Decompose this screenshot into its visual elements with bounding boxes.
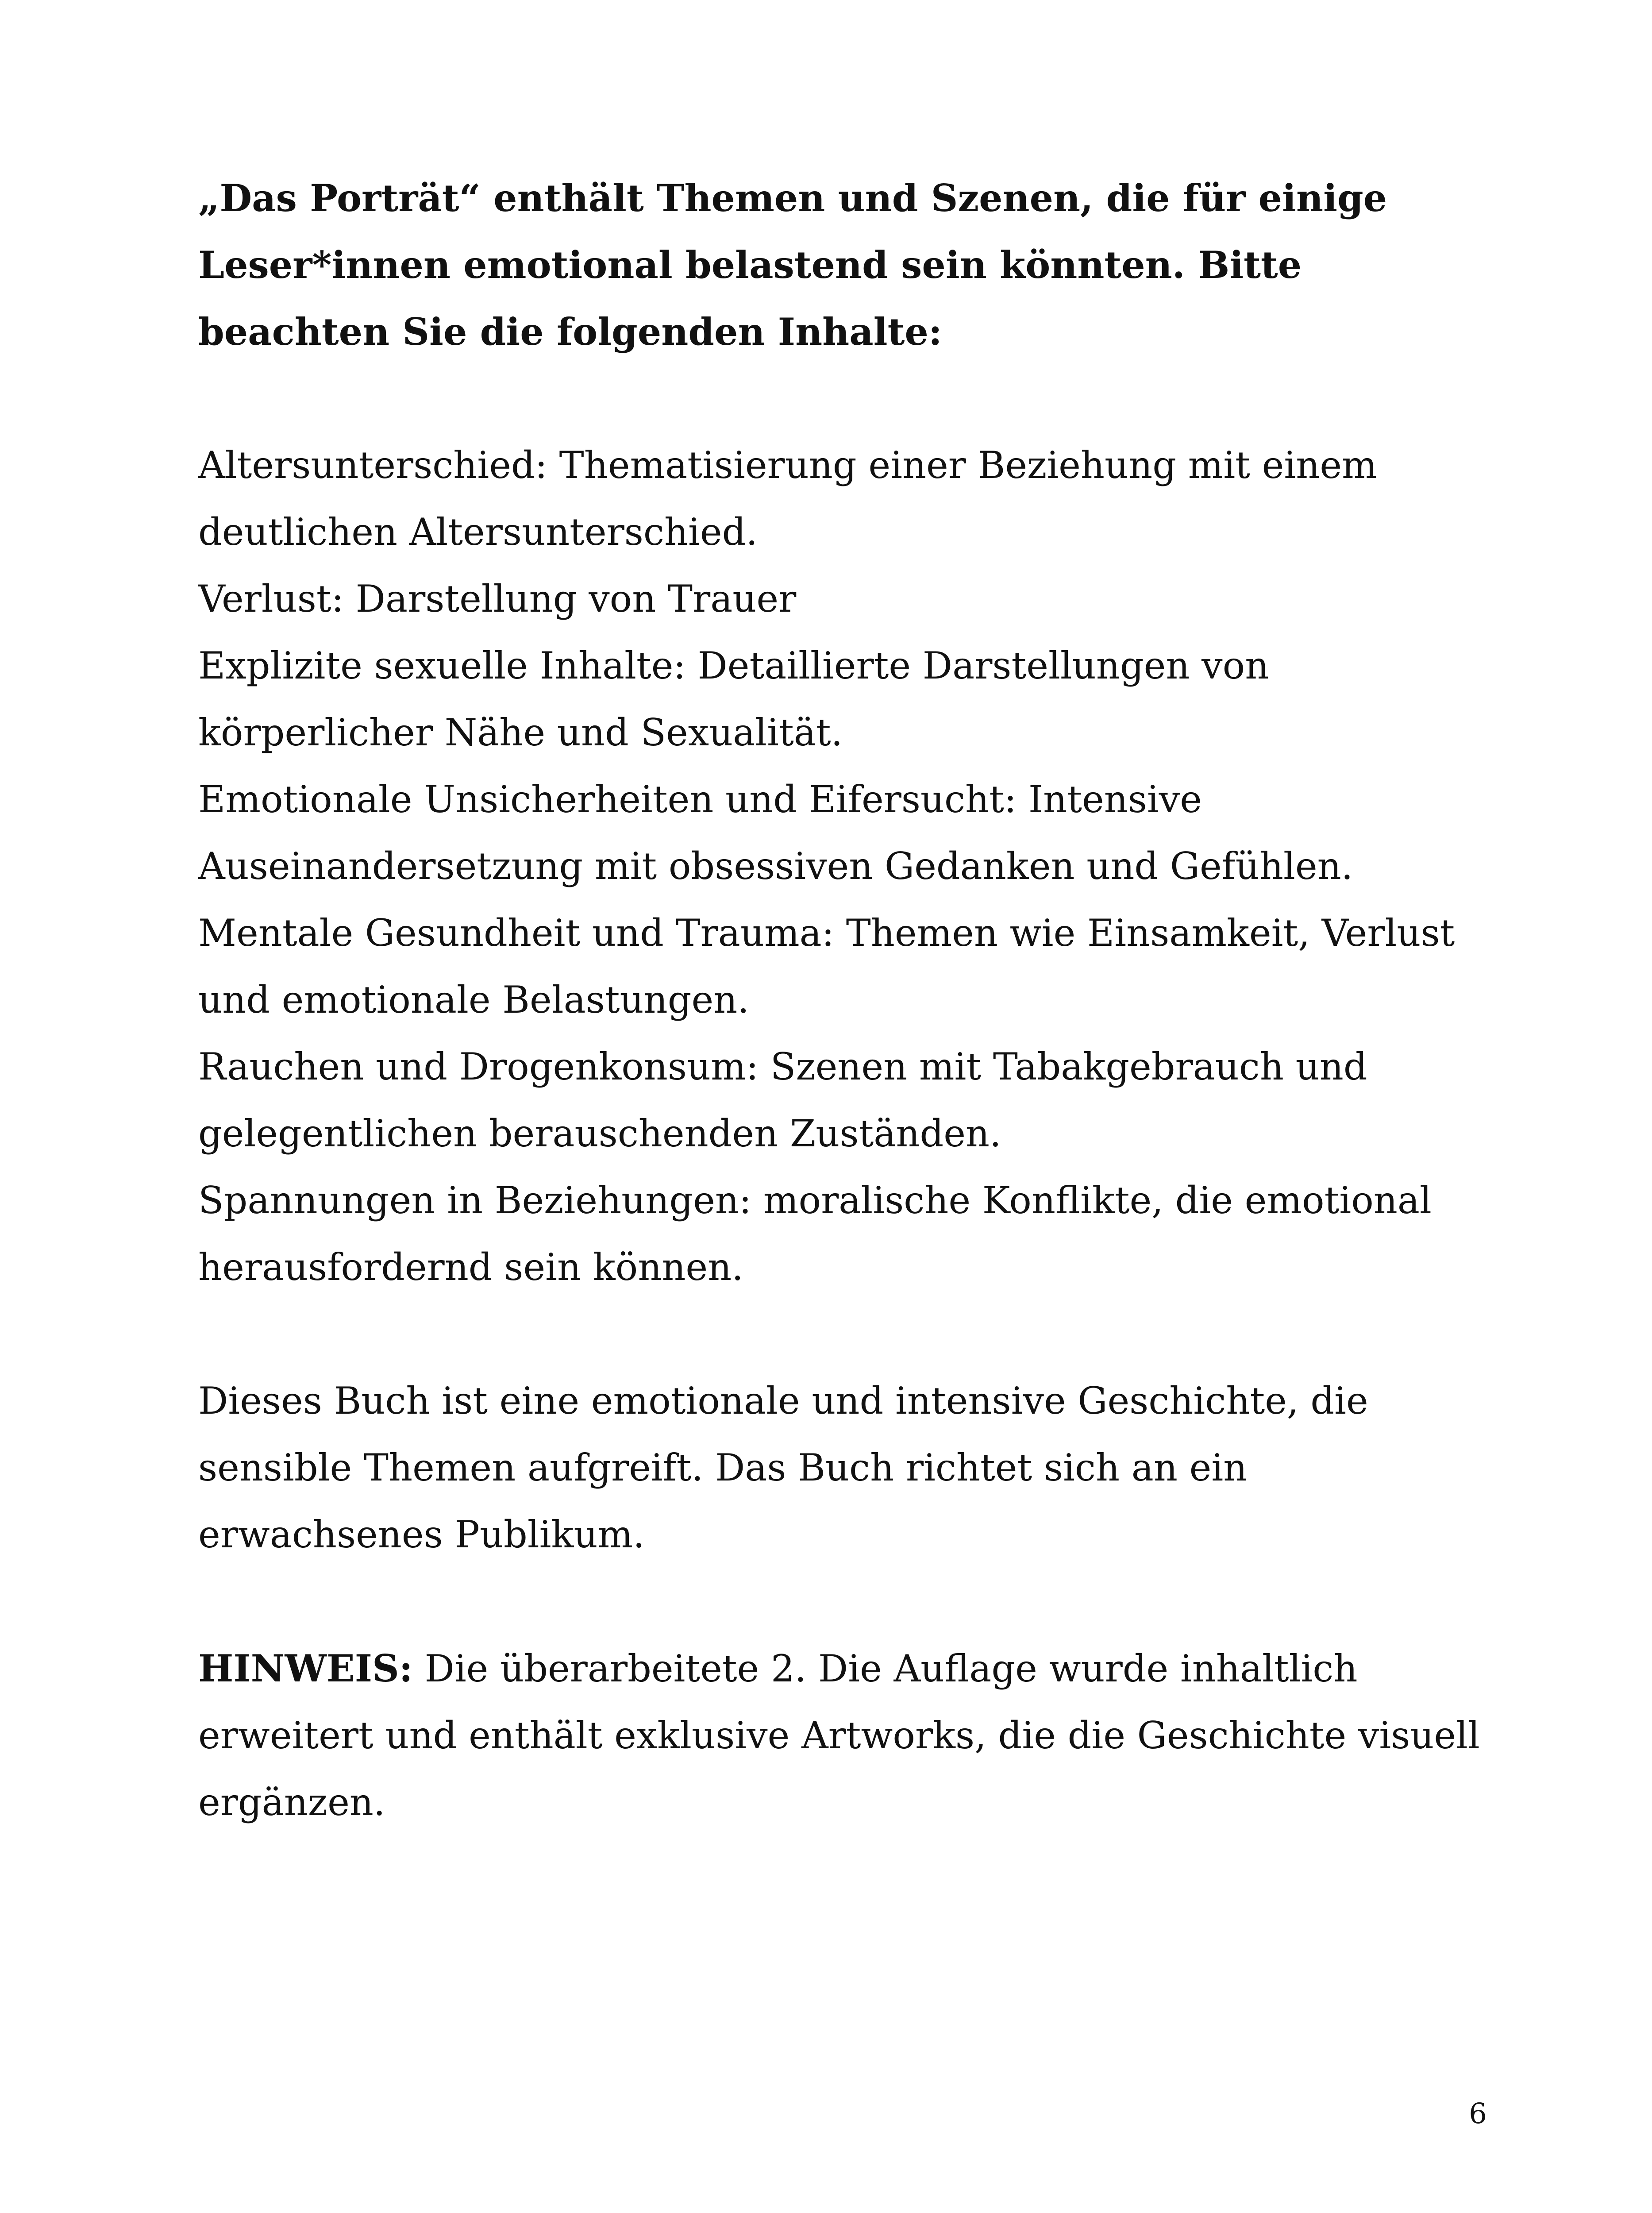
note-text: Die überarbeitete 2. Die Auflage wurde inhaltlich erweitert und enthält exklusive Artworks, die die Geschichte visuell ergänzen. — [198, 1647, 1480, 1824]
warning-smoking-drugs: Rauchen und Drogenkonsum: Szenen mit Tabakgebrauch und gelegentlichen berauschenden Zuständen. — [198, 1045, 1367, 1155]
warning-explicit-content: Explizite sexuelle Inhalte: Detaillierte Darstellungen von körperlicher Nähe und Sexualität. — [198, 644, 1269, 754]
warning-relationship-tension: Spannungen in Beziehungen: moralische Konflikte, die emotional herausfordernd sein können. — [198, 1179, 1432, 1289]
content-warning-list — [198, 432, 1499, 1301]
note-label: HINWEIS: — [198, 1646, 413, 1690]
page-content — [198, 165, 1499, 1836]
warning-jealousy: Emotionale Unsicherheiten und Eifersucht: Intensive Auseinandersetzung mit obsessiven Gedanken und Gefühlen. — [198, 778, 1353, 888]
content-warning-intro: „Das Porträt“ enthält Themen und Szenen, die für einige Leser*innen emotional belastend sein könnten. Bitte beachten Sie die folgenden Inhalte: — [198, 176, 1387, 354]
warning-loss: Verlust: Darstellung von Trauer — [198, 577, 797, 621]
warning-age-difference: Altersunterschied: Thematisierung einer Beziehung mit einem deutlichen Altersunterschied. — [198, 443, 1377, 554]
warning-mental-health: Mentale Gesundheit und Trauma: Themen wie Einsamkeit, Verlust und emotionale Belastungen. — [198, 911, 1455, 1022]
page-number: 6 — [1469, 2097, 1487, 2130]
book-summary: Dieses Buch ist eine emotionale und intensive Geschichte, die sensible Themen aufgreift. Das Buch richtet sich an ein erwachsenes Publikum. — [198, 1379, 1368, 1556]
edition-note — [198, 1635, 1499, 1836]
